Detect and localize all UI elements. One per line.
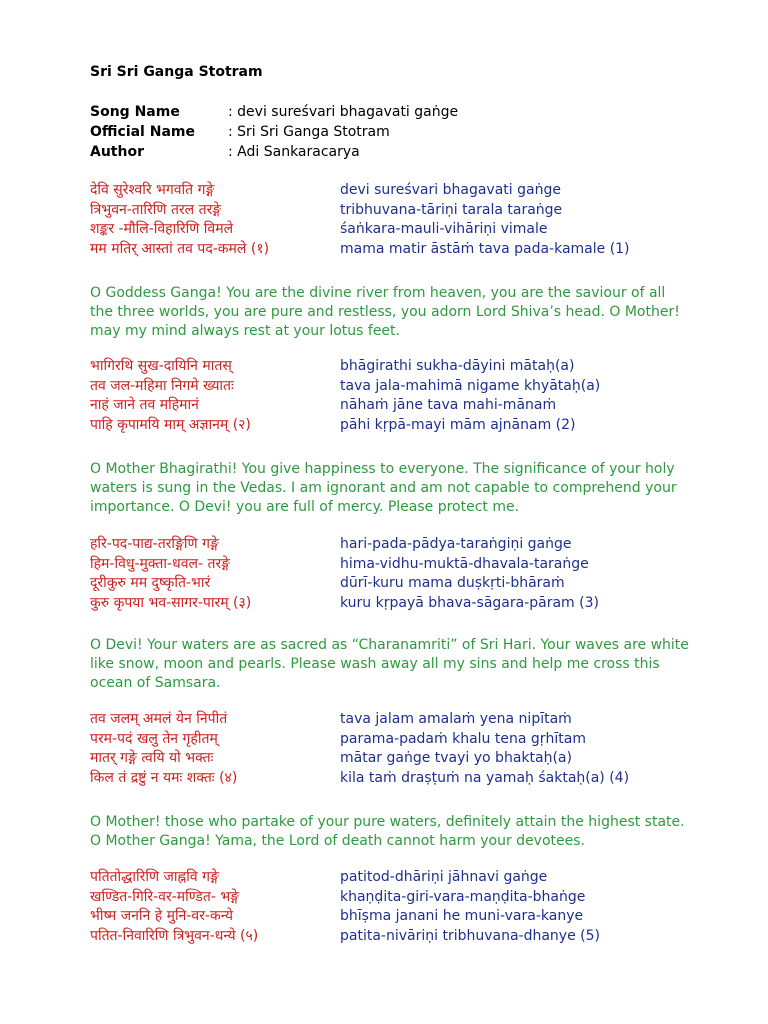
verse-line: [90, 769, 710, 789]
verse-line: [90, 594, 710, 614]
verse-1-translation: O Goddess Ganga! You are the divine river from heaven, you are the saviour of all the three worlds, you are pure and restless, you adorn Lord Shiva’s head. O Mother! may my mind always rest at your lotus feet.: [90, 285, 680, 339]
transliteration-line: tribhuvana-tāriṇi tarala taraṅge: [340, 201, 563, 218]
transliteration-line: tava jalam amalaṁ yena nipītaṁ: [340, 711, 572, 727]
transliteration-line: hima-vidhu-muktā-dhavala-taraṅge: [340, 555, 589, 572]
transliteration-line: devi sureśvari bhagavati gaṅge: [340, 182, 561, 198]
verse-line: [90, 868, 710, 888]
transliteration-line: mātar gaṅge tvayi yo bhaktaḥ(a): [340, 750, 572, 766]
transliteration-line: tava jala-mahimā nigame khyātaḥ(a): [340, 377, 601, 394]
verse-line: [90, 181, 710, 201]
devanagari-line: पाहि कृपामयि माम् अज्ञानम् (२): [90, 416, 251, 433]
devanagari-line: परम-पदं खलु तेन गृहीतम्: [90, 730, 218, 747]
verse-line: [90, 377, 710, 397]
song-metadata: [90, 102, 458, 162]
verse-3-translation: O Devi! Your waters are as sacred as “Charanamriti” of Sri Hari. Your waves are white like snow, moon and pearls. Please wash away all my sins and help me cross this ocean of Samsara.: [90, 637, 689, 691]
devanagari-line: तव जल-महिमा निगमे ख्यातः: [90, 377, 234, 394]
verse-2: [90, 357, 710, 435]
transliteration-line: hari-pada-pādya-taraṅgiṇi gaṅge: [340, 536, 572, 552]
verse-line: [90, 240, 710, 260]
meta-label: Author: [90, 144, 144, 160]
transliteration-line: mama matir āstāṁ tava pada-kamale (1): [340, 240, 630, 257]
verse-3: [90, 535, 710, 613]
meta-official-name: [90, 122, 458, 142]
verse-line: [90, 907, 710, 927]
transliteration-line: bhāgirathi sukha-dāyini mātaḥ(a): [340, 358, 575, 374]
transliteration-line: khaṇḍita-giri-vara-maṇḍita-bhaṅge: [340, 888, 586, 905]
verse-line: [90, 535, 710, 555]
verse-line: [90, 574, 710, 594]
devanagari-line: हरि-पद-पाद्य-तरङ्गिणि गङ्गे: [90, 536, 219, 552]
meta-value: : Adi Sankaracarya: [228, 144, 360, 160]
verse-4-translation: O Mother! those who partake of your pure waters, definitely attain the highest state. O Mother Ganga! Yama, the Lord of death cannot harm your devotees.: [90, 814, 685, 849]
transliteration-line: patita-nivāriṇi tribhuvana-dhanye (5): [340, 927, 600, 944]
devanagari-line: शङ्कर -मौलि-विहारिणि विमले: [90, 221, 234, 237]
devanagari-line: किल तं द्रष्टुं न यमः शक्तः (४): [90, 769, 238, 786]
verse-line: [90, 357, 710, 377]
devanagari-line: मम मतिर् आस्तां तव पद-कमले (१): [90, 240, 270, 257]
meta-label: Song Name: [90, 104, 180, 120]
verse-line: [90, 730, 710, 750]
verse-line: [90, 888, 710, 908]
meta-value: : devi sureśvari bhagavati gaṅge: [228, 104, 459, 120]
verse-line: [90, 555, 710, 575]
devanagari-line: हिम-विधु-मुक्ता-धवल- तरङ्गे: [90, 555, 231, 572]
verse-line: [90, 220, 710, 240]
devanagari-line: पतितोद्धारिणि जाह्नवि गङ्गे: [90, 869, 219, 885]
transliteration-line: kila taṁ draṣṭuṁ na yamaḥ śaktaḥ(a) (4): [340, 769, 630, 786]
verse-line: [90, 201, 710, 221]
document-title: Sri Sri Ganga Stotram: [90, 64, 263, 80]
verse-line: [90, 927, 710, 947]
devanagari-line: देवि सुरेश्वरि भगवति गङ्गे: [90, 182, 215, 198]
transliteration-line: pāhi kṛpā-mayi mām ajnānam (2): [340, 416, 576, 433]
meta-value: : Sri Sri Ganga Stotram: [228, 124, 390, 140]
devanagari-line: त्रिभुवन-तारिणि तरल तरङ्गे: [90, 201, 222, 218]
devanagari-line: भीष्म जननि हे मुनि-वर-कन्ये: [90, 908, 233, 924]
verse-line: [90, 749, 710, 769]
transliteration-line: parama-padaṁ khalu tena gṛhītam: [340, 730, 586, 747]
devanagari-line: कुरु कृपया भव-सागर-पारम् (३): [90, 594, 252, 611]
meta-author: [90, 142, 458, 162]
meta-song-name: [90, 102, 458, 122]
meta-label: Official Name: [90, 124, 195, 140]
transliteration-line: śaṅkara-mauli-vihāriṇi vimale: [340, 221, 548, 237]
devanagari-line: भागिरथि सुख-दायिनि मातस्: [90, 358, 232, 374]
verse-1: [90, 181, 710, 259]
verse-line: [90, 416, 710, 436]
transliteration-line: kuru kṛpayā bhava-sāgara-pāram (3): [340, 594, 599, 611]
verse-2-translation: O Mother Bhagirathi! You give happiness to everyone. The significance of your holy waters is sung in the Vedas. I am ignorant and am not capable to comprehend your importance. O Devi! you are full of mercy. Please protect me.: [90, 461, 677, 515]
transliteration-line: bhīṣma janani he muni-vara-kanye: [340, 908, 584, 924]
transliteration-line: nāhaṁ jāne tava mahi-mānaṁ: [340, 397, 557, 413]
verse-line: [90, 710, 710, 730]
verse-line: [90, 396, 710, 416]
devanagari-line: खण्डित-गिरि-वर-मण्डित- भङ्गे: [90, 888, 240, 905]
verse-5: [90, 868, 710, 946]
devanagari-line: मातर् गङ्गे त्वयि यो भक्तः: [90, 750, 214, 766]
devanagari-line: तव जलम् अमलं येन निपीतं: [90, 711, 228, 727]
devanagari-line: दूरीकुरु मम दुष्कृति-भारं: [90, 575, 211, 591]
devanagari-line: पतित-निवारिणि त्रिभुवन-धन्ये (५): [90, 927, 259, 944]
devanagari-line: नाहं जाने तव महिमानं: [90, 397, 199, 413]
transliteration-line: dūrī-kuru mama duṣkṛti-bhāraṁ: [340, 575, 565, 591]
transliteration-line: patitod-dhāriṇi jāhnavi gaṅge: [340, 869, 548, 885]
verse-4: [90, 710, 710, 788]
